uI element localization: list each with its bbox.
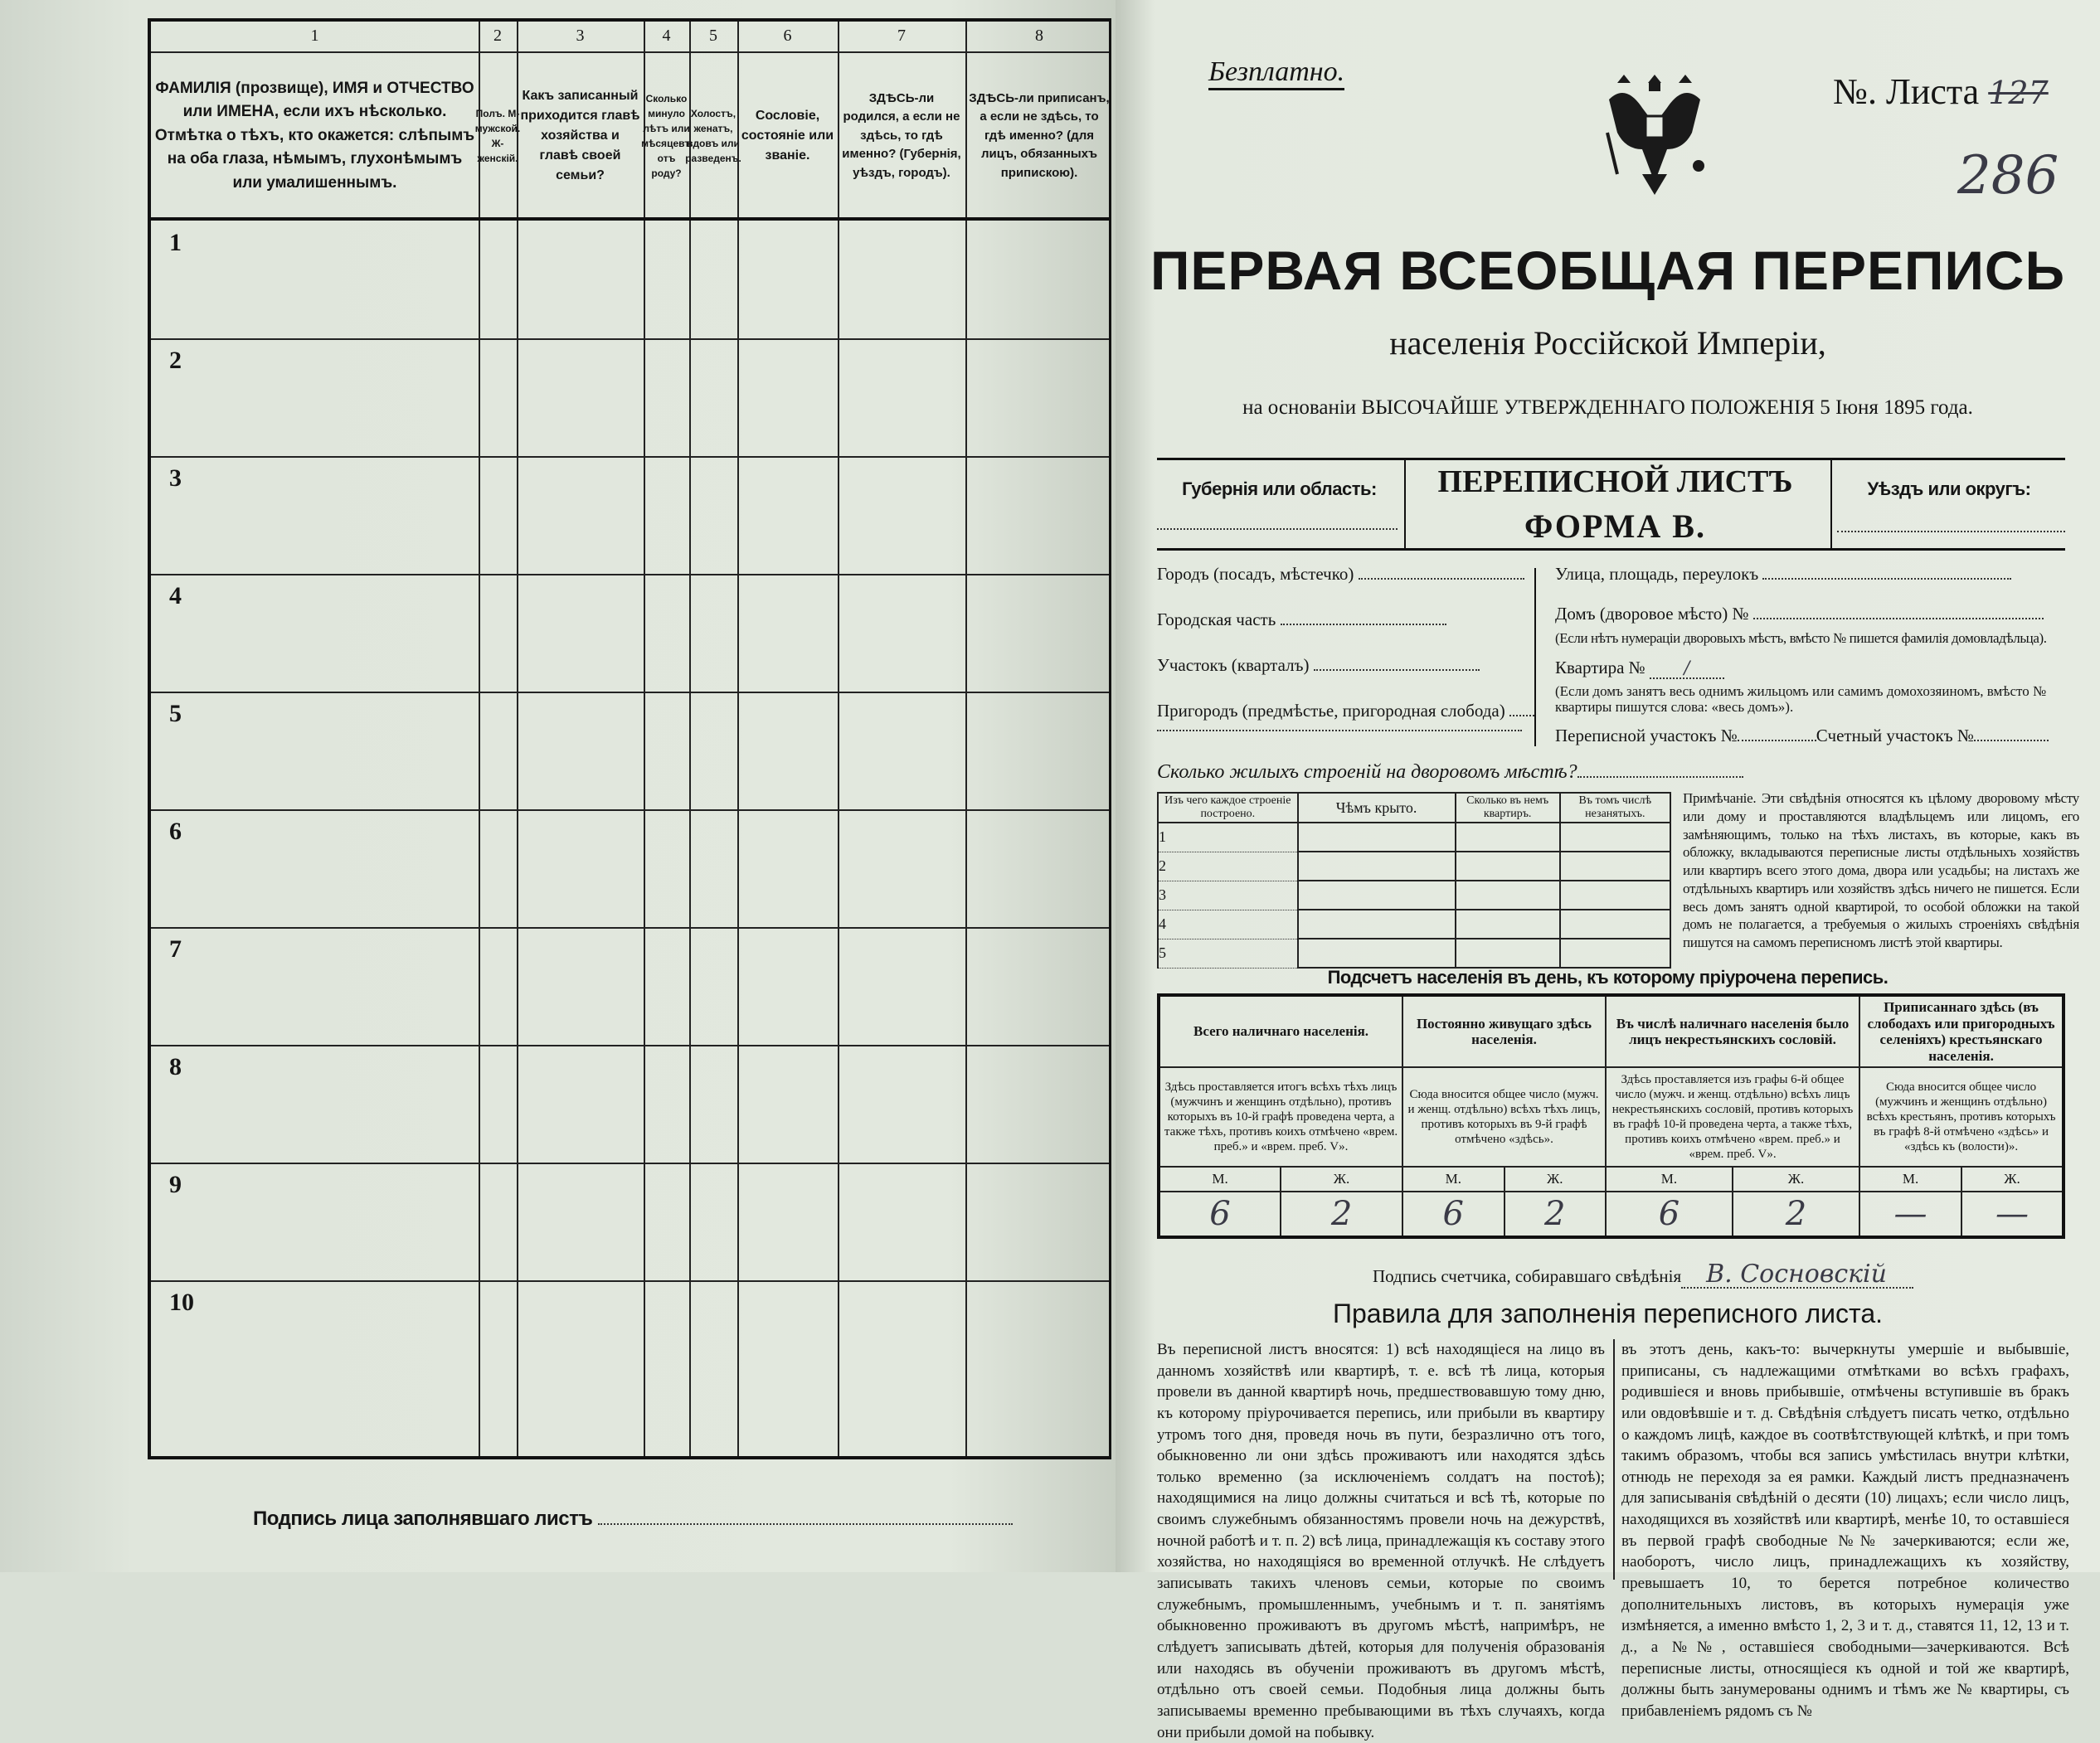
male-label: М.	[1606, 1167, 1733, 1192]
buildings-row[interactable]	[1158, 939, 1670, 968]
header-box-row	[1157, 458, 2065, 551]
count-group-title: Въ числѣ наличнаго населенія было лицъ некрестьянскихъ сословій.	[1606, 995, 1859, 1067]
buildings-row[interactable]	[1158, 881, 1670, 910]
table-row[interactable]	[151, 927, 1113, 1045]
rules-column-1: Въ переписной листъ вносятся: 1) всѣ находящіеся на лицо въ данномъ хозяйствѣ или квартирѣ, т. е. всѣ тѣ лица, которыя провели въ данной квартирѣ ночь, предшествовавшую тому дню, къ которому пріурочивается перепись, или прибыли въ квартиру утромъ того дня, проведя ночь въ пути, безразлично отъ того, обыкновенно ли они здѣсь проживаютъ или находятся здѣсь только временно (за исключеніемъ солдатъ на постоѣ); находящимися на лицо должны считаться и всѣ тѣ, которые по своимъ служебнымъ обязанностямъ провели ночь на дежурствѣ, ночной работѣ и т. п. 2) всѣ лица, принадлежащія къ составу этого хозяйства, но находящіяся во временной отлучкѣ. Не слѣдуетъ записывать такихъ членовъ семьи, которые по своимъ служебнымъ, промышленнымъ, учебнымъ и т. п. занятіямъ обыкновенно проживаютъ въ другомъ мѣстѣ, напримѣръ, не слѣдуетъ записывать дѣтей, которыя для полученія образованія или находясь въ обученіи проживаютъ въ другомъ мѣстѣ, отдѣльно отъ своей семьи. Подобныя лица должны быть записываемы временно пребывающими въ тѣхъ случаяхъ, когда они прибыли домой на побывку.	[1157, 1341, 1605, 1741]
apartment-field[interactable]: /	[1650, 658, 1724, 679]
row-number: 3	[169, 464, 182, 492]
count-heading: Подсчетъ населенія въ день, къ которому пріурочена перепись.	[1327, 967, 1889, 988]
enumerator-signature-label: Подпись счетчика, собиравшаго свѣдѣнія	[1373, 1266, 1682, 1286]
count-district-label: Счетный участокъ №	[1816, 726, 1974, 745]
female-label: Ж.	[1733, 1167, 1859, 1192]
free-label: Безплатно.	[1208, 56, 1344, 90]
count-group-title: Всего наличнаго населенія.	[1159, 995, 1402, 1067]
table-row[interactable]	[151, 1163, 1113, 1280]
column-number: 6	[783, 27, 792, 45]
count-district-field[interactable]	[1974, 740, 2049, 741]
column-header: Какъ записанный приходится главѣ хозяйства и главѣ своей семьи?	[520, 89, 640, 182]
rules-column-2: въ этотъ день, какъ-то: вычеркнуты умершіе и выбывшіе, приписаны, съ надлежащими отмѣтками во всѣхъ графахъ, родившіеся и вновь прибывшіе, отмѣчены вступившіе въ бракъ или овдовѣвшіе и т. д. Свѣдѣнія слѣдуетъ писать четко, отдѣльно о каждомъ лицѣ, каждое въ соотвѣтствующей клѣткѣ, и при томъ такимъ образомъ, чтобы вся запись умѣстилась внутри клѣтки, отнюдь не переходя за ея рамки. Каждый листъ предназначенъ для записыванія свѣдѣній о десяти (10) лицахъ; если число лицъ, находящихся въ хозяйствѣ или квартирѣ, менѣе 10, то оставшіеся въ первой графѣ свободные №№ зачеркиваются; если же, наоборотъ, число лицъ, принадлежащихъ къ хозяйству, превышаетъ 10, то берется потребное количество дополнительныхъ листовъ, въ которыхъ нумерація уже измѣняется, а именно вмѣсто 1, 2, 3 и т. д., ставятся 11, 12, 13 и т. д., а №№, оставшіеся свободными—зачеркиваются. Всѣ переписные листы, относящіеся къ одной и той же квартирѣ, должны быть занумерованы однимъ и тѣмъ же № квартиры, съ прибавленіемъ рядомъ съ №	[1621, 1341, 2069, 1720]
column-header: ФАМИЛІЯ (прозвище), ИМЯ и ОТЧЕСТВО или ИМЕНА, если ихъ нѣсколько. Отмѣтка о тѣхъ, кто окажется: слѣпымъ на оба глаза, нѣмымъ, глухонѣмымъ или умалишеннымъ.	[154, 79, 475, 192]
house-label: Домъ (дворовое мѣсто) №	[1555, 604, 1749, 624]
female-count[interactable]: 2	[1505, 1192, 1606, 1237]
count-group-desc: Сюда вносится общее число (мужч. и женщ. отдѣльно) всѣхъ тѣхъ лицъ, противъ которыхъ въ 9-й графѣ отмѣчено «здѣсь».	[1402, 1067, 1606, 1167]
male-count[interactable]: 6	[1402, 1192, 1504, 1237]
sheet-number-crossed: 127	[1988, 75, 2049, 111]
column-number: 7	[897, 27, 906, 45]
row-number: 4	[169, 582, 182, 609]
column-number: 5	[709, 27, 717, 45]
house-field[interactable]	[1753, 618, 2044, 619]
row-number: 2	[169, 347, 182, 374]
column-number: 3	[576, 27, 585, 45]
female-label: Ж.	[1281, 1167, 1402, 1192]
buildings-row-number: 2	[1158, 852, 1298, 881]
province-label: Губернія или область:	[1182, 478, 1377, 499]
female-count[interactable]: 2	[1281, 1192, 1402, 1237]
table-row[interactable]	[151, 809, 1113, 927]
table-row[interactable]	[151, 338, 1113, 456]
right-page-cover	[1116, 0, 2100, 1741]
buildings-header: Изъ чего каждое строеніе построено.	[1158, 793, 1298, 823]
census-district-field[interactable]	[1738, 740, 1816, 741]
house-note: (Если нѣтъ нумераціи дворовыхъ мѣстъ, вмѣсто № пишется фамилія домовладѣльца).	[1555, 630, 2047, 646]
location-field[interactable]	[1314, 669, 1480, 671]
female-count[interactable]: 2	[1733, 1192, 1859, 1237]
location-field[interactable]	[1281, 624, 1446, 625]
buildings-header: Въ томъ числѣ незанятыхъ.	[1560, 793, 1670, 823]
apartment-note: (Если домъ занятъ весь однимъ жильцомъ или самимъ домохозяиномъ, вмѣсто № квартиры пишутся слова: «весь домъ»).	[1555, 683, 2047, 715]
buildings-note: Примѣчаніе. Эти свѣдѣнія относятся къ цѣлому дворовому мѣсту или дому и проставляются владѣльцемъ или лицомъ, его замѣняющимъ, только на тѣхъ листахъ, въ которые, какъ въ обложку, вкладываются переписные листы отдѣльныхъ хозяйствъ или квартиръ всего этого дома, двора или усадьбы; на листахъ же отдѣльныхъ квартиръ или хозяйствъ здѣсь ничего не пишется. Если весь домъ занятъ одной квартирой, то особой обложки на такой домъ не полагается, а требуемыя о жилыхъ строеніяхъ свѣдѣнія пишутся на самомъ переписномъ листѣ этой квартиры.	[1683, 790, 2079, 950]
document-subtitle: населенія Россійской Имперіи,	[1389, 324, 1826, 362]
location-label: Городъ (посадъ, мѣстечко)	[1157, 564, 1354, 584]
buildings-row[interactable]	[1158, 852, 1670, 881]
filler-signature-field[interactable]	[598, 1523, 1013, 1525]
male-label: М.	[1402, 1167, 1504, 1192]
left-page-census-table	[0, 0, 1116, 1572]
location-label: Участокъ (кварталъ)	[1157, 655, 1310, 675]
column-header: ЗДѢСЬ-ли родился, а если не здѣсь, то гдѣ именно? (Губернія, уѣздъ, городъ).	[842, 90, 961, 180]
female-label: Ж.	[1505, 1167, 1606, 1192]
column-header: Полъ. М-мужской. Ж-женскій.	[474, 108, 521, 164]
filler-signature-line	[253, 1508, 1013, 1531]
count-group-desc: Здѣсь проставляется изъ графы 6-й общее число (мужч. и женщ. отдѣльно) всѣхъ лицъ некрестьянскихъ сословій, противъ которыхъ въ графѣ 10-й проведена черта, а также тѣхъ, противъ коихъ отмѣчено «врем. преб.» и «врем. преб. V».	[1606, 1067, 1859, 1167]
column-number: 4	[662, 27, 671, 45]
location-field-extra[interactable]	[1157, 730, 1522, 731]
apartment-label: Квартира №	[1555, 658, 1645, 677]
double-headed-eagle-icon	[1592, 58, 1717, 199]
male-label: М.	[1859, 1167, 1961, 1192]
male-count[interactable]: —	[1859, 1192, 1961, 1237]
street-field[interactable]	[1762, 578, 2011, 580]
count-group-desc: Сюда вносится общее число (мужчинъ и женщинъ отдѣльно) всѣхъ крестьянъ, противъ которыхъ въ графѣ 8-й отмѣчено «здѣсь» и «здѣсь къ (волости)».	[1859, 1067, 2064, 1167]
street-label: Улица, площадь, переулокъ	[1555, 564, 1759, 584]
legal-basis: на основаніи ВЫСОЧАЙШЕ УТВЕРЖДЕННАГО ПОЛОЖЕНІЯ 5 Іюня 1895 года.	[1242, 396, 1973, 419]
row-number: 6	[169, 818, 182, 845]
row-number: 9	[169, 1171, 182, 1198]
table-row[interactable]	[151, 1045, 1113, 1163]
table-row[interactable]	[151, 221, 1113, 338]
buildings-row-number: 5	[1158, 939, 1298, 968]
rules-heading: Правила для заполненія переписного листа.	[1333, 1299, 1883, 1328]
column-header: ЗДѢСЬ-ли приписанъ, а если не здѣсь, то гдѣ именно? (для лицъ, обязанныхъ припискою).	[969, 90, 1110, 180]
location-field[interactable]	[1509, 715, 1534, 716]
sheet-title: ПЕРЕПИСНОЙ ЛИСТЪ	[1437, 464, 1793, 499]
buildings-row-number: 4	[1158, 910, 1298, 939]
buildings-row[interactable]	[1158, 823, 1670, 852]
location-label: Пригородъ (предмѣстье, пригородная слобода)	[1157, 701, 1505, 721]
row-number: 5	[169, 700, 182, 727]
census-district-label: Переписной участокъ №	[1555, 726, 1738, 745]
buildings-header: Сколько въ немъ квартиръ.	[1456, 793, 1560, 823]
filler-signature-label: Подпись лица заполнявшаго листъ	[253, 1508, 593, 1530]
sheet-number	[1833, 70, 2049, 113]
table-row[interactable]	[151, 692, 1113, 809]
row-number: 7	[169, 935, 182, 963]
sheet-number-handwritten: 286	[1957, 145, 2059, 206]
buildings-count-field[interactable]	[1577, 776, 1743, 778]
province-field[interactable]	[1157, 528, 1398, 530]
row-number: 8	[169, 1053, 182, 1080]
male-count[interactable]: 6	[1159, 1192, 1281, 1237]
buildings-table	[1157, 792, 1671, 969]
location-label: Городская часть	[1157, 609, 1276, 629]
column-header: Сословіе, состояніе или званіе.	[741, 109, 834, 163]
count-group-title: Постоянно живущаго здѣсь населенія.	[1402, 995, 1606, 1067]
document-title: ПЕРВАЯ ВСЕОБЩАЯ ПЕРЕПИСЬ	[1150, 240, 2066, 301]
buildings-header: Чѣмъ крыто.	[1298, 793, 1456, 823]
male-count[interactable]: 6	[1606, 1192, 1733, 1237]
buildings-question: Сколько жилыхъ строеній на дворовомъ мѣстѣ?	[1157, 761, 1577, 783]
column-number: 1	[310, 27, 319, 45]
count-group-title: Приписаннаго здѣсь (въ слободахъ или пригородныхъ селеніяхъ) крестьянскаго населенія.	[1859, 995, 2064, 1067]
male-label: М.	[1159, 1167, 1281, 1192]
table-row[interactable]	[151, 1280, 1113, 1398]
population-count-table	[1157, 993, 2065, 1239]
buildings-row[interactable]	[1158, 910, 1670, 939]
district-field[interactable]	[1837, 531, 2065, 532]
column-number: 2	[493, 27, 502, 45]
table-row[interactable]	[151, 574, 1113, 692]
count-group-desc: Здѣсь проставляется итогъ всѣхъ тѣхъ лицъ (мужчинъ и женщинъ отдѣльно), противъ которыхъ въ 10-й графѣ проведена черта, а также тѣхъ, противъ коихъ отмѣчено «врем. преб.» и «врем. преб. V».	[1159, 1067, 1402, 1167]
buildings-row-number: 3	[1158, 881, 1298, 910]
column-header: Сколько минуло лѣтъ или мѣсяцевъ отъ роду?	[641, 93, 692, 179]
sheet-number-label: №. Листа	[1833, 71, 1980, 112]
row-number: 10	[169, 1289, 194, 1316]
buildings-row-number: 1	[1158, 823, 1298, 852]
district-label: Уѣздъ или округъ:	[1867, 478, 2031, 499]
household-members-table	[148, 18, 1111, 1459]
row-number: 1	[169, 229, 182, 256]
female-label: Ж.	[1961, 1167, 2064, 1192]
column-number: 8	[1035, 27, 1043, 45]
table-row[interactable]	[151, 456, 1113, 574]
column-header: Холостъ, женатъ, вдовъ или разведенъ.	[685, 108, 741, 164]
enumerator-signature[interactable]: В. Сосновскій	[1681, 1262, 1913, 1289]
form-label: ФОРМА В.	[1524, 507, 1706, 545]
location-field[interactable]	[1359, 578, 1524, 580]
female-count[interactable]: —	[1961, 1192, 2064, 1237]
